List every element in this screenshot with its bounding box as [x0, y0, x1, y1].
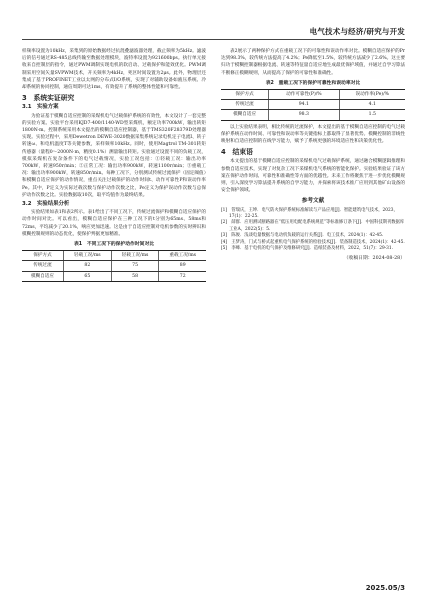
table1-header-cell: 保护方式: [22, 251, 63, 261]
table-cell: 98.3: [269, 110, 339, 120]
table-cell: 传统过流: [22, 261, 63, 271]
table2-header-cell: 误动作率(Pe)/%: [339, 90, 405, 100]
table2-header-row: [221, 90, 405, 100]
received-date: （收稿日期：2024-08-28）: [343, 255, 405, 261]
table-row: [221, 100, 405, 110]
section-heading-3: 3 系统实证研究: [22, 94, 75, 103]
table-cell: 模糊自适应: [221, 110, 269, 120]
table2-caption: 表2 重载工况下的保护可靠性和误动率对比: [265, 80, 361, 86]
table-cell: 4.1: [339, 100, 405, 110]
table1-header-cell: 轻载工况/ms: [111, 251, 159, 261]
table-cell: 89: [159, 261, 206, 271]
comparison-summary-paragraph: 以上实验结果表明，相比传统的过流保护，本文提出的基于模糊自适应控制的电气过载保护系统在动作时间、可靠性和误动率等关键指标上都取得了显著优势。模糊控制的非线性映射和自适应控制的在线学习能力，赋予了系统更强的环境适应性和决策优化性。: [221, 124, 405, 145]
reference-item: [2] 薛群．应用测试断路器在“低压用电配电系统规范”等标准修订条下[J]．中国科技期刊数据库工业A，2022(5)：5.: [221, 220, 405, 232]
running-header: [0, 26, 427, 40]
table2-header-cell: 动作可靠性(P)/%: [269, 90, 339, 100]
experiment-plan-paragraph: 为验证基于模糊自适应控制的采煤机电气过载保护系统的有效性，本文设计了一套完整的实验方案。实验平台采用KJD7-400/1140-WD型采煤机，额定功率700kW，输出转矩1800N·m。控制系统采用本文提出的模糊自适应控制器，基于TMS320F28379D处理器实现。实验过程中，采用Dewetron DEWE-3020数据采集系统记录电机定子电流I、转子转速ω、和电机温度T等关键参数，采样频率10kHz。同时，使用Magtrol TM-301转矩传感器（量程0～2000N·m，精度0.1%）测量输出转矩。实验通过设置不同的负载工况，模拟采煤机在复杂条件下的电气过载情况，实验工况包括：①轻载工况：输出功率700kW，转速950r/min；②正常工况：输出功率900kW，转速1100r/min；③重载工况：输出功率900kW，转速850r/min。每种工况下，分别测试传统过流保护（固定阈值）和模糊自适应保护的动作情况，重点关注过载保护的动作时间t、动作可靠性P和误动作率Pe。其中，P定义为实际过载次数与保护动作次数之比，Pe定义为保护误动作次数与总保护动作次数之比。实验数据取10次，取平均值作为最终结果。: [22, 113, 206, 198]
reference-item: [4] 王梦涛，门式与桥式起重机电气保护系统的检验技术[J]．装备制造技术，2024(1)：42-45.: [221, 239, 405, 245]
table-cell: 58: [111, 271, 159, 281]
table1: [22, 250, 206, 282]
reference-item: [3] 陈俊．浅谈电量数据与电动机负载的运行关系[J]．电工技术，2024(1)：42-45.: [221, 233, 384, 239]
table-cell: 65: [63, 271, 111, 281]
reference-item: [1] 管瑞庆，王坤．电气防火保护系统标准解读与产品应用[J]．智能建筑电气技术，2023，17(1)：22-25.: [221, 207, 398, 220]
table-cell: 72: [159, 271, 206, 281]
subsection-heading-3-2: 3.2 实验结果分析: [22, 201, 70, 208]
table-cell: 模糊自适应: [22, 271, 63, 281]
header-rule: [22, 39, 405, 40]
conclusion-paragraph: 本文提出的基于模糊自适应控制的采煤机电气过载保护系统，通过融合模糊逻辑推理和参数自适应技术，实现了对复杂工况下采煤机电气系统的智能化保护。实验结果验证了该方案在保护动作时间、可靠性和准确性等方面的优越性。未来工作将聚焦于进一步优化模糊规则，引入深度学习算法提升系统的自学习能力，并探索将该技术推广应用到其他矿山设备的安全保护领域。: [221, 159, 405, 194]
table1-header-cell: 重载工况/ms: [159, 251, 206, 261]
reference-item: [5] 李峰．基于电机的电气保护及维修研究[J]．造纸装备及材料，2022，51(7)：29-31.: [221, 246, 394, 252]
table-cell: 75: [111, 261, 159, 271]
table-row: [22, 261, 206, 271]
table-cell: 94.1: [269, 100, 339, 110]
table1-header-cell: 轻载工况/ms: [63, 251, 111, 261]
table-cell: 1.5: [339, 110, 405, 120]
table1-header-row: [22, 251, 206, 261]
table2: [221, 89, 405, 121]
continued-paragraph: 样频率设置为10kHz，采集到的原始数据经过抗混叠滤波器处理，截止频率为5kHz。滤波后的信号通过RS-485总线传输至数据处理模块，波特率设置为921600bps。执行单元接收来自控制层的指令，通过PWM调制实现电机的软启动、过载保护和能效优化。PWM调制采用空间矢量SVPWM技术，开关频率为4kHz，死区时间设置为2μs。此外，物理层还集成了基于PROFINET工业以太网的分布式I/O系统，实现了对辅助设备如液压系统、冷却系统的协同控制，通信周期可达1ms，有效提升了系统的整体性能和可靠性。: [22, 49, 206, 91]
table2-header-cell: 保护方式: [221, 90, 269, 100]
table1-caption: 表1 不同工况下的保护动作时间对比: [73, 242, 155, 248]
table-cell: 82: [63, 261, 111, 271]
results-paragraph: 实验结果如表1和表2所示。表1给出了不同工况下，传统过流保护和模糊自适应保护的动作时间对比。可以看出，模糊自适应保护在三种工况下的t分别为65ms、58ms和72ms，平均减少了20.1%，响应更加迅速。这是由于自适应控制对电机参数的实时辨识和模糊控制规则的动态优化，使保护判据更加精准。: [22, 210, 206, 237]
subsection-heading-3-1: 3.1 实验方案: [22, 104, 59, 111]
table2-discussion-paragraph: 表2展示了两种保护方式在重载工况下的可靠性和误动作率对比。模糊自适应保护的Pr达到98.3%，较传统方法提高了4.2%；Pe降低至1.5%，较传统方法减少了2.6%。这主要归功于模糊控制器根据电流、转速等特征量自适应地生成最优保护域值，并通过自学习算法不断修正模糊规则，从而提高了保护的可靠性和准确性。: [221, 49, 405, 76]
section-heading-4: 4 结束语: [221, 148, 253, 157]
left-column: [22, 48, 206, 285]
table-row: [22, 271, 206, 281]
table-row: [221, 110, 405, 120]
page-number: 2025.05/3: [365, 584, 405, 592]
references-heading: 参考文献: [301, 198, 325, 205]
journal-section-title: 电气技术与经济/研究与开发: [309, 27, 405, 36]
right-column: [221, 48, 405, 262]
table-cell: 传统过流: [221, 100, 269, 110]
